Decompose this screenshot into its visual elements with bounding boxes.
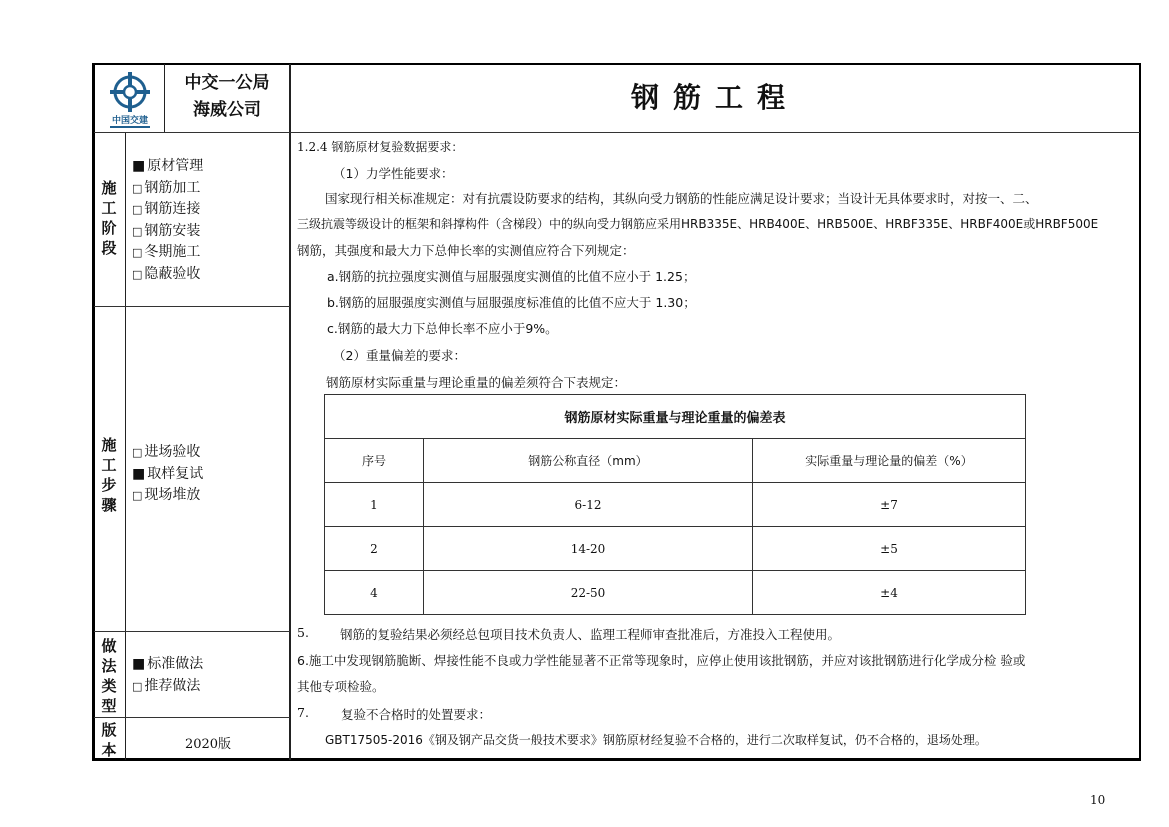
- requirement-item-b: b.钢筋的屈服强度实测值与屈服强度标准值的比值不应大于 1.30；: [327, 295, 696, 310]
- column-header: 钢筋公称直径（mm）: [424, 439, 753, 483]
- option-stage[interactable]: [132, 242, 203, 264]
- table-caption: 钢筋原材实际重量与理论重量的偏差表: [325, 395, 1026, 439]
- vertical-label-char: 版: [101, 721, 117, 739]
- item-6-line: 其他专项检验。: [297, 679, 385, 694]
- vertical-label-char: 阶: [101, 219, 117, 237]
- table-cell: 22-50: [424, 571, 753, 615]
- checkbox-unchecked-icon[interactable]: □: [132, 267, 143, 281]
- table-cell: 4: [325, 571, 424, 615]
- table-cell: 1: [325, 483, 424, 527]
- option-label: 钢筋加工: [144, 179, 201, 196]
- weight-intro: 钢筋原材实际重量与理论重量的偏差须符合下表规定：: [326, 375, 627, 390]
- option-method[interactable]: [132, 676, 203, 698]
- paragraph-line: 三级抗震等级设计的框架和斜撑构件（含梯段）中的纵向受力钢筋应采用HRB335E、HRB400E、HRB500E、HRBF335E、HRBF400E或HRBF500E: [297, 217, 1099, 231]
- item-7-number: 7.: [297, 705, 309, 720]
- item-5-text: 钢筋的复验结果必须经总包项目技术负责人、监理工程师审查批准后，方准投入工程使用。: [340, 627, 841, 642]
- option-stage[interactable]: [132, 221, 203, 243]
- requirement-item-c: c.钢筋的最大力下总伸长率不应小于9%。: [327, 321, 558, 336]
- section-title: 1.2.4 钢筋原材复验数据要求：: [297, 140, 464, 154]
- vertical-label-char: 骤: [101, 496, 117, 514]
- company-name: [165, 70, 289, 124]
- checkbox-unchecked-icon[interactable]: □: [132, 246, 143, 259]
- requirement-item-a: a.钢筋的抗拉强度实测值与屈服强度实测值的比值不应小于 1.25；: [327, 269, 696, 284]
- divider: [94, 717, 290, 718]
- column-header: 序号: [325, 439, 424, 483]
- page-number: 10: [1090, 793, 1106, 807]
- option-method[interactable]: [132, 654, 203, 676]
- item-7-detail: GBT17505-2016《钢及钢产品交货一般技术要求》钢筋原材经复验不合格的，进行二次取样复试，仍不合格的，退场处理。: [325, 733, 987, 747]
- option-stage[interactable]: [132, 264, 203, 286]
- divider: [94, 132, 1140, 133]
- option-label: 标准做法: [147, 656, 204, 672]
- stage-options: [132, 156, 203, 285]
- method-type-options: [132, 654, 203, 697]
- option-stage[interactable]: [132, 178, 203, 200]
- steps-options: [132, 442, 203, 507]
- company-name-line1: 中交一公局: [184, 73, 270, 93]
- vertical-label-char: 类: [101, 677, 117, 695]
- vertical-label-char: 段: [101, 239, 117, 257]
- vertical-label-char: 法: [101, 657, 117, 675]
- option-label: 推荐做法: [144, 677, 201, 694]
- svg-text:中国交建: 中国交建: [111, 116, 149, 126]
- checkbox-unchecked-icon[interactable]: □: [132, 224, 143, 238]
- option-stage[interactable]: [132, 199, 203, 221]
- option-label: 钢筋安装: [144, 222, 201, 239]
- checkbox-checked-icon[interactable]: ■: [132, 158, 146, 174]
- item-5-number: 5.: [297, 625, 309, 640]
- version-label: [94, 720, 124, 760]
- cccc-logo-icon: [104, 68, 156, 130]
- checkbox-unchecked-icon[interactable]: □: [132, 489, 143, 502]
- vertical-label-char: 工: [101, 199, 117, 217]
- divider: [94, 631, 290, 632]
- steps-label: [94, 435, 124, 515]
- company-name-line2: 海威公司: [193, 100, 261, 120]
- checkbox-unchecked-icon[interactable]: □: [132, 181, 143, 195]
- checkbox-unchecked-icon[interactable]: □: [132, 679, 143, 693]
- vertical-label-char: 本: [101, 741, 117, 759]
- option-label: 进场验收: [144, 444, 201, 460]
- vertical-label-char: 施: [101, 436, 117, 454]
- option-steps[interactable]: [132, 442, 203, 464]
- checkbox-checked-icon[interactable]: ■: [132, 656, 146, 672]
- table-cell: 14-20: [424, 527, 753, 571]
- option-label: 原材管理: [147, 158, 204, 174]
- subsection-weight-title: （2）重量偏差的要求：: [333, 348, 466, 363]
- weight-deviation-table: [324, 394, 1026, 615]
- option-stage[interactable]: [132, 156, 203, 178]
- version-value: 2020版: [184, 737, 232, 752]
- vertical-label-char: 施: [101, 179, 117, 197]
- option-label: 钢筋连接: [144, 201, 201, 217]
- checkbox-unchecked-icon[interactable]: □: [132, 203, 143, 216]
- method-type-label: [94, 636, 124, 716]
- table-cell: ±4: [753, 571, 1026, 615]
- divider: [289, 64, 291, 760]
- column-header: 实际重量与理论量的偏差（%）: [753, 439, 1026, 483]
- checkbox-checked-icon[interactable]: ■: [132, 465, 146, 482]
- checkbox-unchecked-icon[interactable]: □: [132, 446, 143, 459]
- option-label: 取样复试: [147, 465, 204, 482]
- subsection-mechanical-title: （1）力学性能要求：: [333, 166, 454, 181]
- table-row: [325, 527, 1026, 571]
- table-header-row: [325, 439, 1026, 483]
- table-cell: 2: [325, 527, 424, 571]
- divider: [125, 132, 126, 760]
- option-steps[interactable]: [132, 485, 203, 507]
- item-6-line: 6.施工中发现钢筋脆断、焊接性能不良或力学性能显著不正常等现象时，应停止使用该批钢筋，并应对该批钢筋进行化学成分检 验或: [297, 653, 1026, 668]
- option-label: 冬期施工: [144, 244, 201, 260]
- vertical-label-char: 步: [101, 476, 117, 494]
- table-cell: 6-12: [424, 483, 753, 527]
- vertical-label-char: 做: [101, 637, 117, 655]
- company-logo: [104, 68, 156, 130]
- item-7-text: 复验不合格时的处置要求：: [341, 707, 492, 722]
- table-cell: ±5: [753, 527, 1026, 571]
- option-label: 隐蔽验收: [144, 265, 201, 282]
- table-cell: ±7: [753, 483, 1026, 527]
- option-label: 现场堆放: [144, 487, 201, 503]
- stage-label: [94, 178, 124, 258]
- vertical-label-char: 型: [101, 697, 117, 715]
- paragraph-line: 国家现行相关标准规定：对有抗震设防要求的结构，其纵向受力钢筋的性能应满足设计要求；当设计无具体要求时，对按一、二、: [325, 191, 1038, 206]
- table-row: [325, 571, 1026, 615]
- paragraph-line: 钢筋，其强度和最大力下总伸长率的实测值应符合下列规定：: [297, 243, 635, 258]
- page-title: 钢筋工程: [630, 81, 799, 114]
- vertical-label-char: 工: [101, 456, 117, 474]
- table-row: [325, 483, 1026, 527]
- divider: [94, 306, 290, 307]
- option-steps[interactable]: [132, 464, 203, 486]
